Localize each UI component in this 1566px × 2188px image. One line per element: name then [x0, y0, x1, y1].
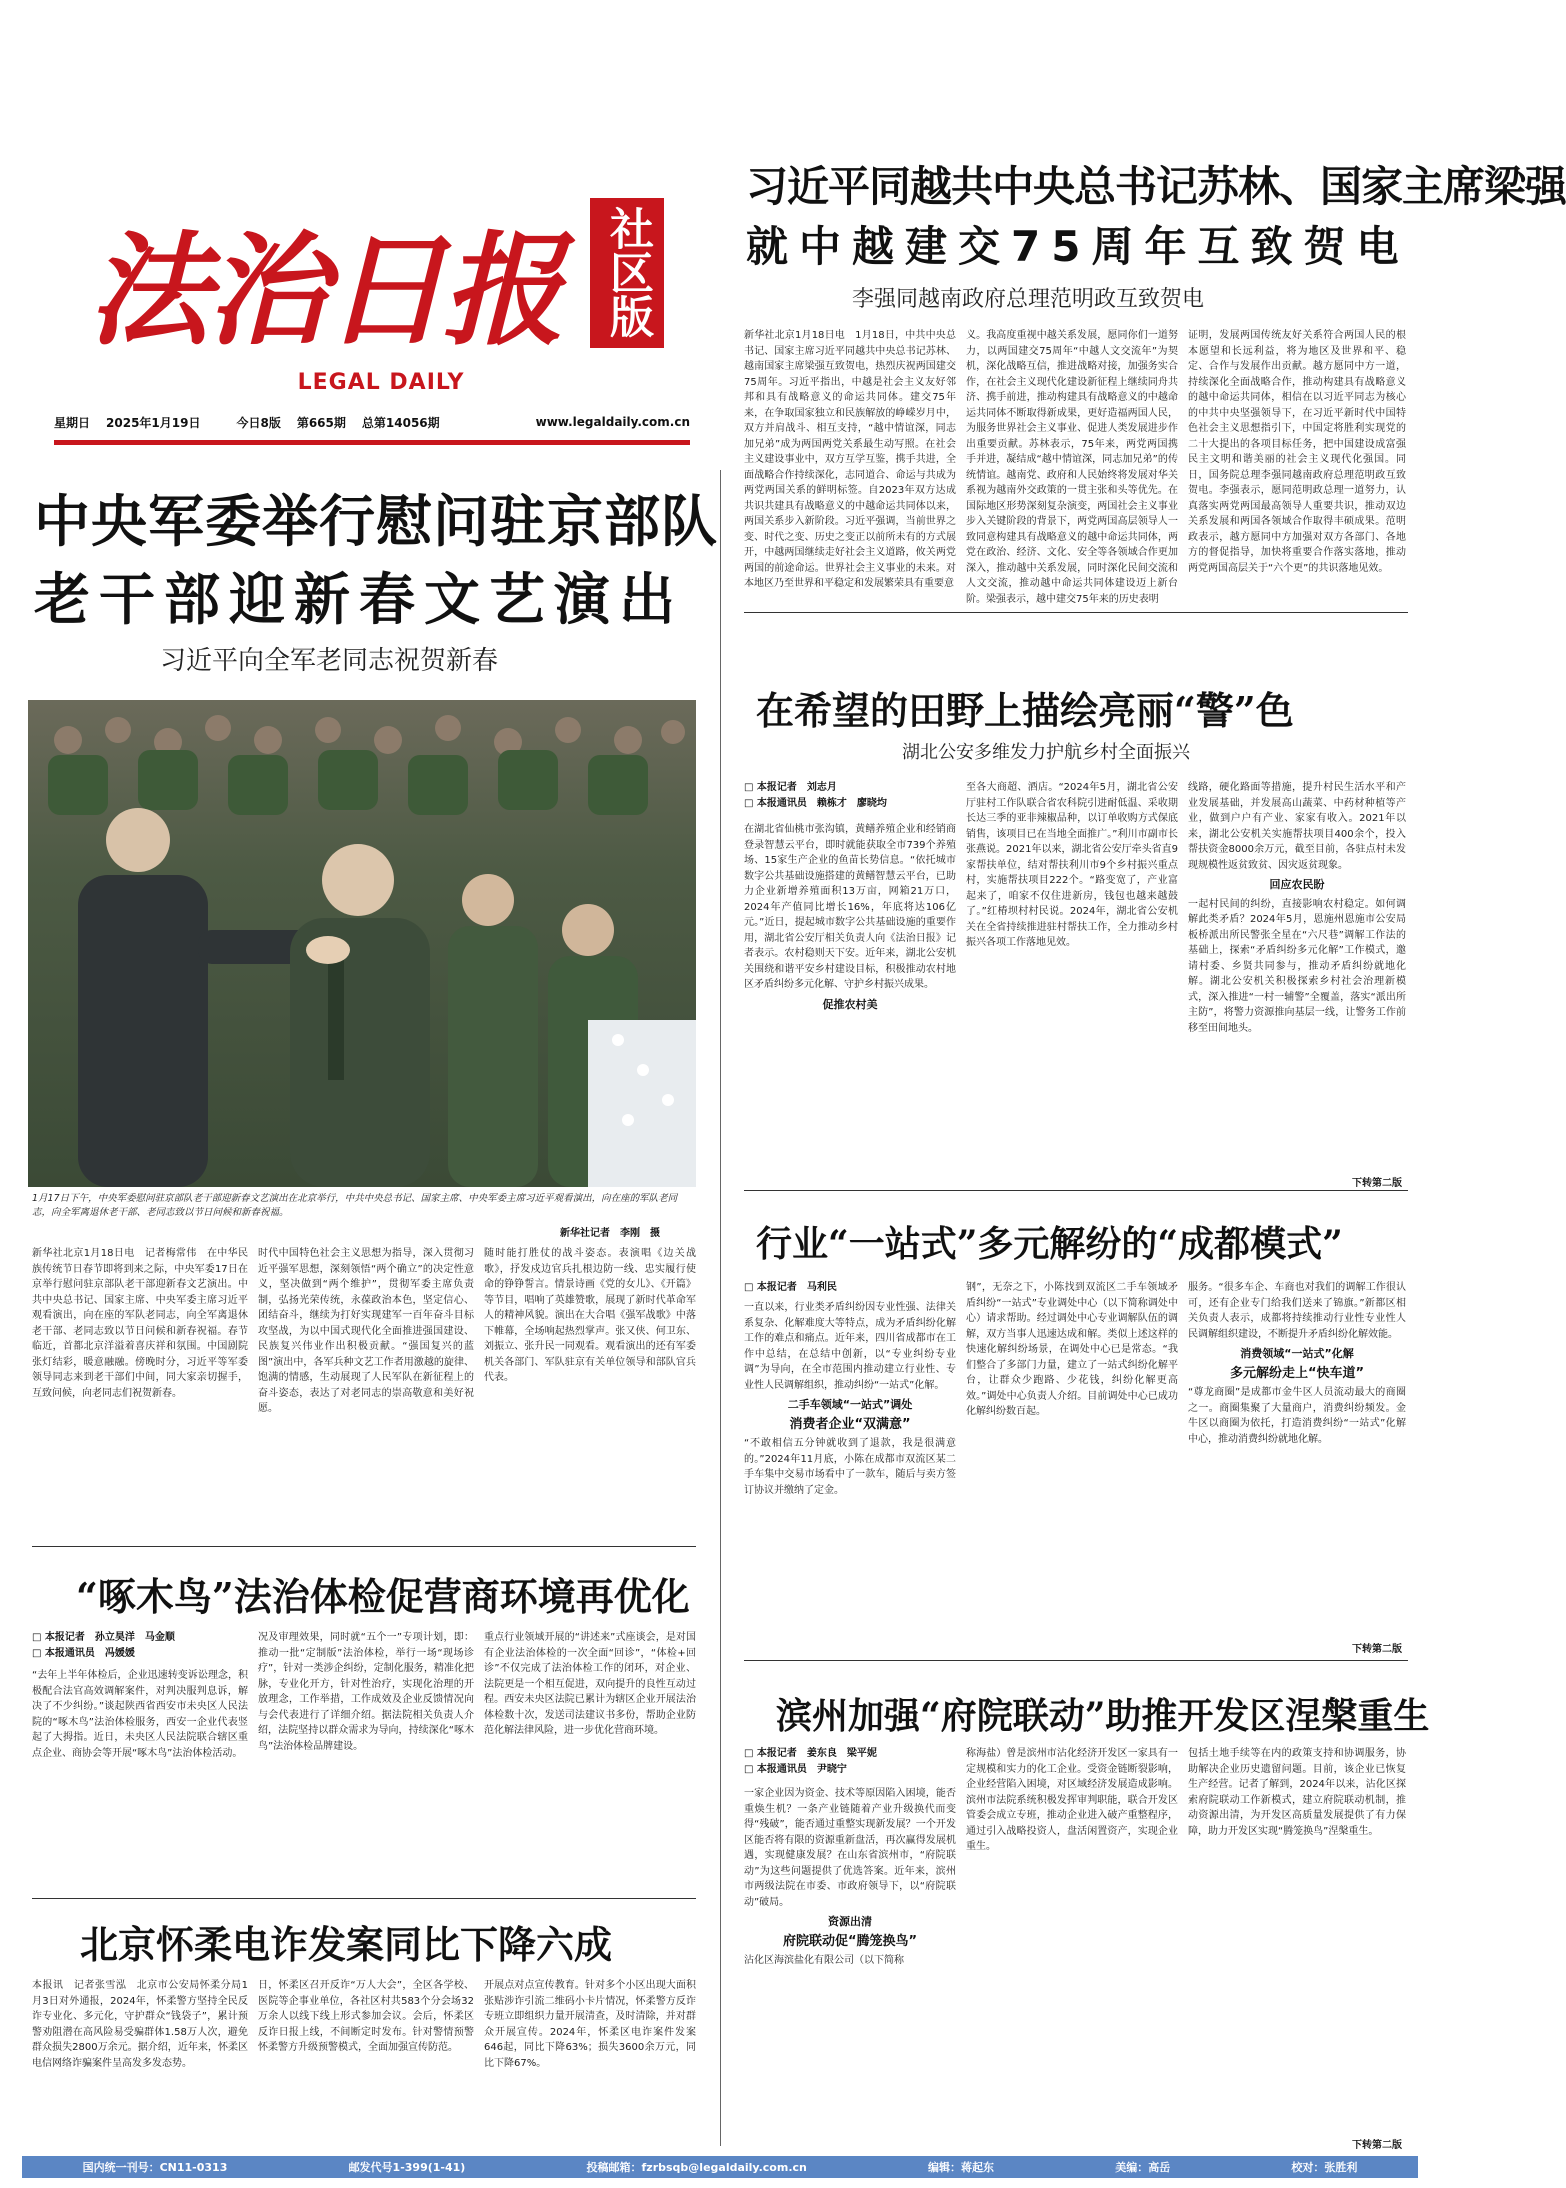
story2-subhead: 习近平向全军老同志祝贺新春	[160, 646, 499, 676]
masthead-title: 法治日报	[88, 218, 560, 362]
story3-continued[interactable]: 下转第二版	[1352, 1178, 1402, 1189]
story3-col3b-text: 一起村民间的纠纷，直接影响农村稳定。如何调解此类矛盾？2024年5月，恩施州恩施市公安局板桥派出所民警张全星在“六尺巷”调解工作法的基础上，探索“矛盾纠纷多元化解”工作模式，邀请村委、乡贤共同参与，推动矛盾纠纷就地化解。湖北公安机关积极探索乡村社会治理新模式，深入推进“一村一辅警”全覆盖，落实“派出所主防”，将警力资源推向基层一线，让警务工作前移至田间地头。	[1188, 898, 1406, 1034]
story2-col2: 时代中国特色社会主义思想为指导，深入贯彻习近平强军思想，深刻领悟“两个确立”的决定性意义，坚决做到“两个维护”，贯彻军委主席负责制，弘扬光荣传统，永葆政治本色，坚定信心、团结奋斗，继续为打好实现建军一百年奋斗目标攻坚战，为以中国式现代化全面推进强国建设、民族复兴伟业作出积极贡献。“强国复兴的蓝图”演出中，各军兵种文艺工作者用激越的旋律、饱满的情感，生动展现了人民军队在新征程上的奋斗姿态，表达了对老同志的崇高敬意和美好祝愿。	[258, 1248, 474, 1414]
story2-photo	[28, 700, 696, 1187]
divider	[744, 612, 1408, 613]
story1-headline-line2[interactable]: 就中越建交75周年互致贺电	[746, 222, 1410, 271]
footer-postal-code: 邮发代号1-399(1-41)	[348, 2161, 466, 2174]
story2-col3: 随时能打胜仗的战斗姿态。表演唱《边关战歌》，抒发戍边官兵扎根边防一线、忠实履行使命的铮铮誓言。情景诗画《党的女儿》、《开篇》等节目，唱响了英雄赞歌，展现了新时代革命军人的精神风貌。演出在大合唱《强军战歌》中落下帷幕，全场响起热烈掌声。张又侠、何卫东、刘振立、张升民一同观看。观看演出的还有军委机关各部门、军队驻京有关单位领导和部队官兵代表。	[484, 1248, 696, 1383]
story4-subhead-1: 二手车领域“一站式”调处	[787, 1398, 913, 1411]
story7-subhead-1b: 府院联动促“腾笼换鸟”	[782, 1933, 918, 1949]
story7-headline[interactable]: 滨州加强“府院联动”助推开发区涅槃重生	[776, 1695, 1430, 1737]
story7-subhead-1: 资源出清	[828, 1915, 872, 1928]
story4-col1-text: 一直以来，行业类矛盾纠纷因专业性强、法律关系复杂、化解难度大等特点，成为矛盾纠纷化解工作的难点和痛点。近年来，四川省成都市在工作中总结，在总结中创新，以“专业纠纷专业调”为导向，在全市范围内推动建立行业性、专业性人民调解组织，推动纠纷“一站式”化解。	[744, 1302, 956, 1391]
reception-photo-illustration	[28, 700, 696, 1187]
story5-col1: “去年上半年体检后，企业迅速转变诉讼理念，积极配合法官高效调解案件，对判决服判息诉，解决了不少纠纷。”谈起陕西省西安市未央区人民法院的“啄木鸟”法治体检服务，西安一企业代表竖起了大拇指。近日，未央区人民法院联合辖区重点企业、商协会等开展“啄木鸟”法治体检活动。	[32, 1670, 248, 1759]
story7-byline-1: □ 本报记者 姜东良 梁平妮	[744, 1748, 877, 1759]
divider	[32, 1898, 696, 1899]
story4-col3	[1188, 1280, 1406, 1640]
story3-subhead: 湖北公安多维发力护航乡村全面振兴	[902, 742, 1190, 763]
masthead-title-block	[88, 190, 560, 380]
story6-headline[interactable]: 北京怀柔电诈发案同比下降六成	[80, 1922, 613, 1967]
story7-col3: 包括土地手续等在内的政策支持和协调服务，协助解决企业历史遗留问题。目前，该企业已恢复生产经营。记者了解到，2024年以来，沾化区探索府院联动工作新模式，建立府院联动机制，推动资源出清，为开发区高质量发展提供了有力保障，助力开发区实现“腾笼换鸟”涅槃重生。	[1188, 1748, 1406, 1837]
story2-col1: 新华社北京1月18日电 记者梅常伟 在中华民族传统节日春节即将到来之际，中央军委17日在京举行慰问驻京部队老干部迎新春文艺演出。中共中央总书记、国家主席、中央军委主席习近平观看演出，向在座的军队老同志，向全军离退休老干部、老同志致以节日问候和新春祝福。春节临近，首都北京洋溢着喜庆祥和氛围。中国剧院张灯结彩，暖意融融。傍晚时分，习近平等军委领导同志来到老干部们中间，同大家亲切握手，互致问候，向老同志们祝贺新春。	[32, 1248, 248, 1399]
dateline-date: 2025年1月19日	[106, 415, 201, 430]
story2-headline-line2[interactable]: 老干部迎新春文艺演出	[34, 568, 684, 633]
story1-col2: 义。我高度重视中越关系发展，愿同你们一道努力，以两国建交75周年“中越人文交流年”为契机，深化战略互信，推进战略对接，加强务实合作，在社会主义现代化建设新征程上继续同舟共济、携手前进，推动构建具有战略意义的中越命运共同体不断取得新成果，更好造福两国人民，为服务世界社会主义事业、促进人类发展进步作出重要贡献。苏林表示，75年来，两党两国携手并进，凝结成“越中情谊深，同志加兄弟”的传统情谊。越南党、政府和人民始终将发展对华关系视为越南外交政策的一贯主张和头等优先。在国际地区形势深刻复杂演变，两国社会主义事业步入关键阶段的背景下，两党两国高层领导人一致同意构建具有战略意义的越中命运共同体，两党在政治、经济、文化、安全等各领域合作更加深入，推动越中关系发展，同时深化民间交流和人文交流，推动越中命运共同体建设迈上新台阶。梁强表示，越中建交75年来的历史表明	[966, 330, 1178, 605]
story4-col2: 钢”，无奈之下，小陈找到双流区二手车领域矛盾纠纷“一站式”专业调处中心（以下简称调处中心）请求帮助。经过调处中心专业调解队伍的调解，双方当事人迅速达成和解。类似上述这样的快速化解纠纷场景，在调处中心已是常态。“我们整合了多部门力量，建立了一站式纠纷化解平台，让群众少跑路、少花钱，纠纷化解更高效。”调处中心负责人介绍。目前调处中心已成功化解纠纷数百起。	[966, 1282, 1178, 1417]
story6-col1: 本报讯 记者张雪泓 北京市公安局怀柔分局1月3日对外通报，2024年，怀柔警方坚持全民反诈专业化、多元化，守护群众“钱袋子”，累计预警劝阻潜在高风险易受骗群体1.58万人次，避免群众损失2800万余元。据介绍，近年来，怀柔区电信网络诈骗案件呈高发多发态势。	[32, 1980, 248, 2069]
footer-proofreader: 校对：张胜利	[1291, 2161, 1358, 2174]
story5-col2: 况及审理效果，同时就“五个一”专项计划，即：推动一批“定制版”法治体检，举行一场“现场诊疗”，针对一类涉企纠纷，定制化服务，精准化把脉，专业化开方，针对性治疗，实现化治理的开放理念，工作举措，工作成效及企业反馈情况向与会代表进行了详细介绍。据法院相关负责人介绍，法院坚持以群众需求为导向，持续深化“啄木鸟”法治体检品牌建设。	[258, 1632, 474, 1752]
story1-subhead: 李强同越南政府总理范明政互致贺电	[852, 287, 1205, 312]
story3-subhead-2: 回应农民盼	[1269, 878, 1325, 891]
story4-col1	[744, 1300, 956, 1650]
divider	[744, 1190, 1408, 1191]
story2-photo-credit: 新华社记者 李刚 摄	[560, 1228, 660, 1239]
story4-subhead-1b: 消费者企业“双满意”	[789, 1416, 911, 1432]
story2-headline-line1[interactable]: 中央军委举行慰问驻京部队	[34, 490, 718, 555]
footer-designer: 美编：高岳	[1115, 2161, 1171, 2174]
story3-col3	[1188, 780, 1406, 1172]
story5-col3: 重点行业领域开展的“讲述来”式座谈会，是对国有企业法治体检的一次全面“回诊”，“体检+回诊”不仅完成了法治体检工作的闭环，对企业、法院更是一个相互促进，双向提升的良性互动过程。西安未央区法院已累计为辖区企业开展法治体检数十次，发送司法建议书多份，帮助企业防范化解法律风险，进一步优化营商环境。	[484, 1632, 696, 1736]
story7-col2: 称海盐）曾是滨州市沾化经济开发区一家具有一定规模和实力的化工企业。受资金链断裂影响，企业经营陷入困境，对区域经济发展造成影响。滨州市法院系统积极发挥审判职能，联合开发区管委会成立专班，推动企业进入破产重整程序，通过引入战略投资人，盘活闲置资产，实现企业重生。	[966, 1748, 1178, 1852]
story4-continued[interactable]: 下转第二版	[1352, 1644, 1402, 1655]
dateline-pages: 今日8版	[236, 415, 281, 430]
story4-col3-text: 服务。“很多车企、车商也对我们的调解工作很认可，还有企业专门给我们送来了锦旗。”新都区相关负责人表示，成都将持续推动行业性专业性人民调解组织建设，不断提升矛盾纠纷化解效能。	[1188, 1282, 1406, 1340]
story6-col2: 日，怀柔区召开反诈“万人大会”，全区各学校、医院等企事业单位，各社区村共583个分会场32万余人以线下线上形式参加会议。会后，怀柔区反诈日报上线，不间断定时发布。针对警情预警怀柔警方升级预警模式，全面加强宣传防范。	[258, 1980, 474, 2053]
story7-byline-2: □ 本报通讯员 尹晓宁	[744, 1764, 847, 1775]
story3-col1	[744, 822, 956, 1182]
footer-editor: 编辑：蒋起东	[928, 2161, 995, 2174]
story4-col3b-text: “尊龙商圈”是成都市金牛区人员流动最大的商圈之一。商圈集聚了大量商户，消费纠纷频发。金牛区以商圈为依托，打造消费纠纷“一站式”化解中心，推动消费纠纷就地化解。	[1188, 1387, 1406, 1445]
story4-headline[interactable]: 行业“一站式”多元解纷的“成都模式”	[756, 1223, 1343, 1265]
story3-col2: 至各大商超、酒店。“2024年5月，湖北省公安厅驻村工作队联合省农科院引进耐低温、采收期长达三季的亚非辣椒品种，以订单收购方式保底销售，该项目已在当地全面推广。”利川市副市长张燕说。2021年以来，湖北省公安厅牵头省直9家帮扶单位，结对帮扶利川市9个乡村振兴重点村，实施帮扶项目222个。“路变宽了，产业富起来了，咱家不仅住进新房，钱包也越来越鼓了。”红椿坝村村民说。2024年，湖北省公安机关在全省持续推进驻村帮扶工作，全力推动乡村振兴各项工作落地见效。	[966, 782, 1178, 948]
footer-bar	[22, 2156, 1418, 2178]
story1-col3: 证明，发展两国传统友好关系符合两国人民的根本愿望和长远利益，将为地区及世界和平、稳定、合作与发展作出贡献。越方愿同中方一道，持续深化全面战略合作，推动构建具有战略意义的越中命运共同体，相信在以习近平同志为核心的中共中央坚强领导下，在习近平新时代中国特色社会主义思想指引下，中国定将胜利实现党的二十大提出的各项目标任务，把中国建设成富强民主文明和谐美丽的社会主义现代化强国。同日，国务院总理李强同越南政府总理范明政互致贺电。李强表示，愿同范明政总理一道努力，认真落实两党两国最高领导人重要共识，推动双边关系发展和两国各领域合作取得丰硕成果。范明政表示，越方愿同中方加强对双方各部门、各地方的督促指导，加快将重要合作落实落地，推动两党两国高层关于“六个更”的共识落地见效。	[1188, 330, 1406, 574]
column-rule	[720, 470, 721, 2146]
story4-col1b-text: “不敢相信五分钟就收到了退款，我是很满意的。”2024年11月底，小陈在成都市双流区某二手车集中交易市场看中了一款车，随后与卖方签订协议并缴纳了定金。	[744, 1438, 956, 1496]
story7-col1	[744, 1786, 956, 2148]
story6-col3: 开展点对点宣传教育。针对多个小区出现大面积张贴涉诈引流二维码小卡片情况，怀柔警方反诈专班立即组织力量开展清查，及时清除，并对群众开展宣传。2024年，怀柔区电诈案件发案646起，同比下降63%；损失3600余万元，同比下降67%。	[484, 1980, 696, 2069]
story7-col1b-text: 沾化区海滨盐化有限公司（以下简称	[744, 1955, 904, 1966]
story3-col1-text: 在湖北省仙桃市张沟镇，黄鳝养殖企业和经销商登录智慧云平台，即时就能获取全市739个养殖场、15家生产企业的鱼苗长势信息。“依托城市数字公共基础设施搭建的黄鳝智慧云平台，已助力企业新增养殖面积13万亩，网箱21万口，2024年产值同比增长16%，年底将达106亿元。”近日，提起城市数字公共基础设施的重要作用，湖北省公安厅相关负责人向《法治日报》记者表示。农村稳则天下安。近年来，湖北公安机关围绕和谐平安乡村建设目标，积极推动农村地区矛盾纠纷多元化解、守护乡村振兴成果。	[744, 824, 956, 990]
story5-byline-2: □ 本报通讯员 冯媛媛	[32, 1648, 135, 1659]
dateline-weekday: 星期日	[54, 415, 91, 430]
dateline	[54, 410, 690, 434]
footer-email[interactable]: 投稿邮箱：fzrbsqb@legaldaily.com.cn	[586, 2161, 807, 2174]
divider	[744, 1660, 1408, 1661]
footer-issn: 国内统一刊号：CN11-0313	[82, 2161, 228, 2174]
masthead-rule	[54, 440, 690, 445]
site-url[interactable]: www.legaldaily.com.cn	[535, 415, 690, 429]
story4-subhead-2: 消费领域“一站式”化解	[1240, 1347, 1354, 1360]
story5-headline[interactable]: “啄木鸟”法治体检促营商环境再优化	[76, 1574, 690, 1619]
story2-caption: 1月17日下午，中央军委慰问驻京部队老干部迎新春文艺演出在北京举行，中共中央总书记、国家主席、中央军委主席习近平观看演出，向在座的军队老同志，向全军离退休老干部、老同志致以节日问候和新春祝福。	[32, 1193, 678, 1218]
story4-byline-1: □ 本报记者 马利民	[744, 1282, 837, 1293]
edition-seal	[590, 198, 664, 348]
edition-seal-text: 社区版	[602, 206, 653, 338]
story7-continued[interactable]: 下转第二版	[1352, 2140, 1402, 2151]
divider	[32, 1546, 696, 1547]
dateline-issue: 第665期	[296, 415, 346, 430]
story3-col3-text: 线路，硬化路面等措施，提升村民生活水平和产业发展基础，并发展高山蔬菜、中药材种植等产业，做到户户有产业、家家有收入。2021年以来，湖北公安机关实施帮扶项目400余个，投入帮扶资金8000余万元，截至目前，各驻点村未发现规模性返贫致贫、因灾返贫现象。	[1188, 782, 1406, 871]
story1-col1: 新华社北京1月18日电 1月18日，中共中央总书记、国家主席习近平同越共中央总书记苏林、越南国家主席梁强互致贺电，热烈庆祝两国建交75周年。习近平指出，中越是社会主义友好邻邦和具有战略意义的命运共同体。建交75年来，在争取国家独立和民族解放的峥嵘岁月中，双方并肩战斗、相互支持，“越中情谊深，同志加兄弟”成为两国两党关系最生动写照。在社会主义建设事业中，双方互学互鉴，携手共进，全面战略合作持续深化，志同道合、命运与共成为两党两国关系的鲜明标签。自2023年双方达成共识共建具有战略意义的中越命运共同体以来，两国关系步入新阶段。习近平强调，当前世界之变、时代之变、历史之变正以前所未有的方式展开，中越两国继续走好社会主义道路，攸关两党两国的前途命运。世界社会主义事业的未来。对本地区乃至世界和平稳定和发展繁荣具有重要意	[744, 330, 956, 589]
story1-headline-line1[interactable]: 习近平同越共中央总书记苏林、国家主席梁强	[746, 162, 1566, 211]
story3-subhead-1: 促推农村美	[822, 997, 878, 1011]
story3-headline[interactable]: 在希望的田野上描绘亮丽“警”色	[756, 688, 1294, 733]
dateline-total-issue: 总第14056期	[361, 415, 440, 430]
story3-byline-2: □ 本报通讯员 赖栋才 廖晓均	[744, 798, 887, 809]
story7-col1-text: 一家企业因为资金、技术等原因陷入困境，能否重焕生机？一条产业链随着产业升级换代而变得“残破”，能否通过重整实现新发展？一个开发区能否将有限的资源重新盘活，再次赢得发展机遇，实现健康发展？在山东省滨州市，“府院联动”为这些问题提供了优选答案。近年来，滨州市两级法院在市委、市政府领导下，以“府院联动”破局。	[744, 1788, 956, 1908]
story3-byline-1: □ 本报记者 刘志月	[744, 782, 837, 793]
story5-byline-1: □ 本报记者 孙立昊洋 马金顺	[32, 1632, 175, 1643]
story4-subhead-2b: 多元解纷走上“快车道”	[1229, 1365, 1365, 1381]
masthead-english: LEGAL DAILY	[297, 370, 465, 395]
